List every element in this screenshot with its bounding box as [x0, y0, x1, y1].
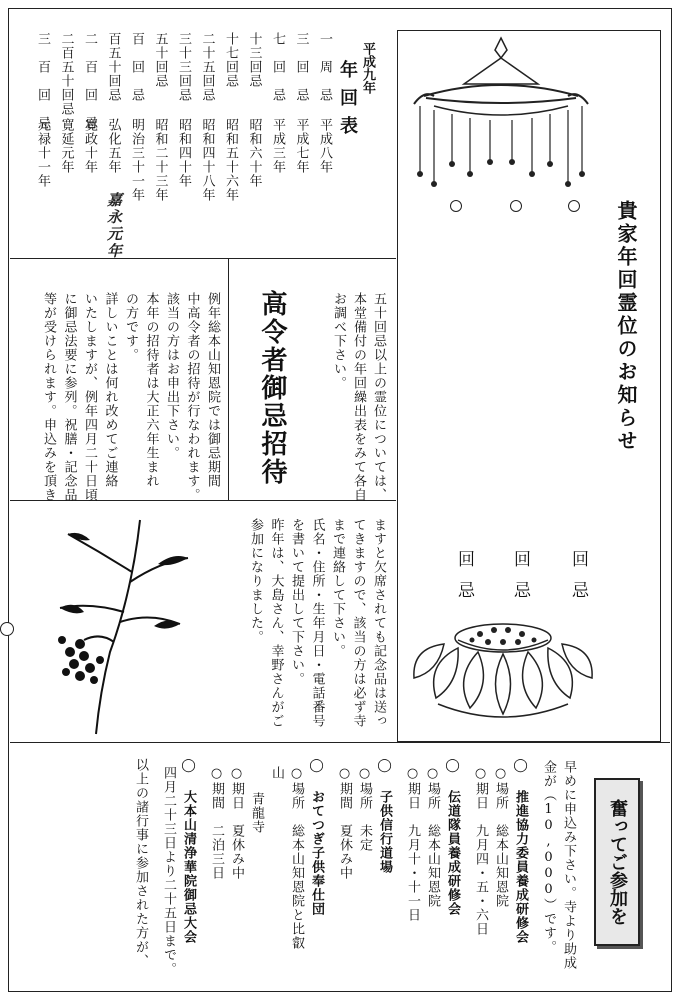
korei-line: 例年総本山知恩院では御忌期間 — [205, 292, 220, 488]
nenkaihyo-title: 年回表 — [337, 60, 358, 144]
gojukkai-line: お調べ下さい。 — [331, 292, 346, 390]
nenkai-kaiki: 三 回 忌 — [293, 32, 309, 102]
nenkai-year: 昭和五十六年 — [223, 118, 238, 202]
nenkai-kaiki: 十三回忌 — [246, 32, 262, 88]
kika-title: 貴家年回霊位のお知らせ — [614, 200, 638, 453]
ihai-label-2: 回忌 — [510, 550, 530, 612]
flower-branch-icon — [40, 512, 200, 738]
nenkai-year: 平成三年 — [270, 118, 285, 174]
event-name: ◯ おてつぎ子供奉仕団 — [309, 758, 324, 916]
binding-hole-icon — [0, 622, 14, 636]
event-name: ◯ 大本山清浄華院御忌大会 — [181, 758, 196, 944]
bottom-events — [14, 752, 588, 984]
nenkai-year: 明治三十一年 — [129, 118, 144, 202]
korei-title: 高令者御忌招待 — [257, 290, 287, 486]
event-line: ○場所 総本山知恩院 — [425, 766, 440, 908]
korei-line: 詳しいことは何れ改めてご連絡 — [102, 292, 118, 488]
korei-line: 該当の方はお申出下さい。 — [164, 292, 179, 460]
middle-text — [230, 510, 390, 738]
nenkai-kaiki: 百五十回忌 — [105, 32, 121, 102]
bottom-intro-line: 金が（10,000）です。 — [541, 760, 556, 954]
ihai-label-3: 回忌 — [568, 550, 588, 612]
gojukkai-line: 五十回忌以上の霊位については、 — [371, 292, 386, 502]
nenkai-kaiki: 十七回忌 — [223, 32, 238, 88]
nenkai-year: 寛政十年 — [82, 118, 97, 174]
ihai-circle-2 — [510, 200, 522, 212]
event-name: ◯ 伝道隊員養成研修会 — [445, 758, 460, 916]
nenkai-kaiki: 一 周 忌 — [317, 32, 332, 102]
nenkai-year: 弘化五年 — [105, 118, 121, 174]
nenkai-year: 昭和二十三年 — [152, 118, 168, 202]
nenkai-kaiki: 三十三回忌 — [176, 32, 191, 102]
event-line: 青龍寺 — [249, 792, 264, 834]
bottom-title-box — [594, 778, 640, 946]
nenkai-year: 平成七年 — [293, 118, 309, 174]
korei-text — [14, 268, 226, 502]
ihai-label-1: 回忌 — [454, 550, 474, 612]
nenkai-kaiki: 百 回 忌 — [129, 32, 144, 102]
bottom-intro-line: 早めに申込み下さい。寺より助成 — [561, 760, 576, 970]
gojukkai-line: 本堂備付の年回繰出表をみて各自 — [351, 292, 366, 502]
nenkai-year: 平成八年 — [317, 118, 332, 174]
nenkai-year: 昭和六十年 — [246, 118, 262, 188]
nenkai-kaiki: 七 回 忌 — [270, 32, 285, 102]
middle-line: ますと欠席されても記念品は送っ — [371, 518, 386, 728]
event-line: 山 — [269, 766, 284, 780]
middle-line: 昨年は、大島さん、幸野さんがご — [268, 518, 284, 728]
divider-vertical — [228, 258, 229, 500]
gojukkai-text — [310, 268, 392, 502]
tengai-canopy-icon — [404, 34, 598, 204]
bottom-title: 奮ってご参加を — [607, 799, 628, 925]
nenkai-kaiki: 二十五回忌 — [199, 32, 215, 102]
handwritten-note: 嘉永元年 — [105, 192, 123, 260]
middle-line: まで連絡して下さい。 — [330, 518, 345, 658]
nenkai-year: 元禄十一年 — [35, 118, 50, 188]
korei-line: 等が受けられます。申込みを頂き — [41, 292, 56, 502]
bottom-closing: 以上の諸行事に参加された方が、 — [133, 758, 148, 968]
nenkai-year: 昭和四十八年 — [199, 118, 215, 202]
middle-line: 氏名・住所・生年月日・電話番号 — [309, 518, 325, 728]
nenkaihyo-era: 平成九年 — [360, 42, 375, 94]
event-line: ○場所 総本山知恩院 — [493, 766, 508, 908]
nenkai-kaiki: 五十回忌 — [152, 32, 168, 88]
divider-top-left — [10, 258, 396, 259]
korei-line: に御忌法要に参列。祝膳・記念品 — [61, 292, 77, 502]
korei-line: 中高令者の招待が行なわれます。 — [184, 292, 200, 502]
event-line: ○場所 総本山知恩院と比叡 — [289, 766, 304, 950]
event-line: ○期日 九月四・五・六日 — [473, 766, 488, 936]
event-name: ◯ 子供信行道場 — [377, 758, 392, 874]
korei-line: の方です。 — [123, 292, 138, 362]
middle-line: てきますので、該当の方は必ず寺 — [350, 518, 366, 728]
ihai-circle-1 — [450, 200, 462, 212]
middle-line: 参加になりました。 — [248, 518, 263, 644]
nenkai-kaiki: 三 百 回 忌 — [35, 32, 50, 130]
lotus-pedestal-icon — [408, 604, 598, 732]
event-line: 四月二十三日より二十五日まで。 — [161, 766, 176, 976]
ihai-circle-3 — [568, 200, 580, 212]
nenkai-kaiki: 二百五十回忌 — [58, 32, 74, 116]
divider-bottom — [10, 742, 670, 743]
korei-line: いたしますが、例年四月二十日頃 — [82, 292, 97, 502]
event-name: ◯ 推進協力委員養成研修会 — [513, 758, 528, 944]
event-line: ○期間 二泊三日 — [209, 766, 224, 880]
event-line: ○期日 夏休み中 — [229, 766, 244, 880]
nenkai-year: 寛延元年 — [58, 118, 74, 174]
event-line: ○期日 九月十・十一日 — [405, 766, 420, 922]
nenkai-year: 昭和四十年 — [176, 118, 191, 188]
korei-line: 本年の招待者は大正六年生まれ — [143, 292, 159, 488]
middle-line: を書いて提出して下さい。 — [289, 518, 304, 686]
nenkai-kaiki: 二 百 回 忌 — [82, 32, 97, 130]
event-line: ○場所 未定 — [357, 766, 372, 852]
event-line: ○期間 夏休み中 — [337, 766, 352, 880]
